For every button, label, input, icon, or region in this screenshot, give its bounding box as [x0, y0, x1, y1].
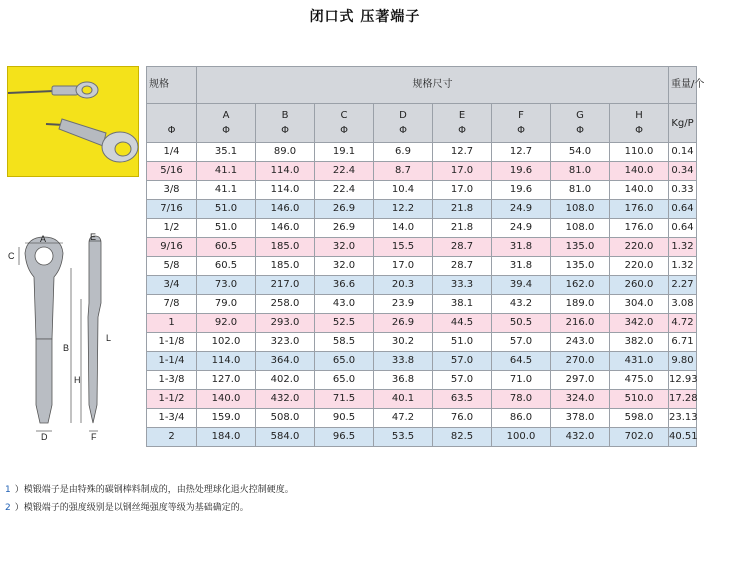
dimension-cell: 43.0 [315, 295, 374, 314]
weight-cell: 0.34 [669, 162, 697, 181]
dimension-cell: 216.0 [551, 314, 610, 333]
dimension-cell: 81.0 [551, 162, 610, 181]
weight-cell: 3.08 [669, 295, 697, 314]
terminal-small-image [8, 82, 98, 98]
dimension-cell: 41.1 [197, 162, 256, 181]
dimension-cell: 108.0 [551, 219, 610, 238]
dimension-cell: 378.0 [551, 409, 610, 428]
dimension-cell: 32.0 [315, 238, 374, 257]
note-number: 1 [5, 485, 11, 495]
spec-cell: 1-1/4 [147, 352, 197, 371]
spec-cell: 1-3/4 [147, 409, 197, 428]
dimension-cell: 44.5 [433, 314, 492, 333]
dimension-cell: 102.0 [197, 333, 256, 352]
table-row [147, 371, 697, 390]
spec-cell: 1-3/8 [147, 371, 197, 390]
weight-cell: 40.51 [669, 428, 697, 447]
dimension-cell: 22.4 [315, 162, 374, 181]
dimension-cell: 36.6 [315, 276, 374, 295]
dimension-cell: 39.4 [492, 276, 551, 295]
spec-cell: 2 [147, 428, 197, 447]
dimension-cell: 76.0 [433, 409, 492, 428]
spec-cell: 1/4 [147, 143, 197, 162]
spec-cell: 3/4 [147, 276, 197, 295]
dimension-cell: 114.0 [256, 162, 315, 181]
table-subheader-row [147, 104, 697, 143]
spec-cell: 9/16 [147, 238, 197, 257]
note-item [5, 483, 294, 501]
dimension-cell: 52.5 [315, 314, 374, 333]
label-e: E [90, 232, 97, 242]
dimension-cell: 162.0 [551, 276, 610, 295]
table-row [147, 409, 697, 428]
dimension-drawing [5, 233, 145, 448]
dimension-cell: 189.0 [551, 295, 610, 314]
dimension-cell: 10.4 [374, 181, 433, 200]
dimension-cell: 176.0 [610, 219, 669, 238]
dimension-cell: 36.8 [374, 371, 433, 390]
table-row [147, 219, 697, 238]
dimension-cell: 21.8 [433, 219, 492, 238]
label-c: C [8, 251, 15, 261]
dim-header-a: A Φ [197, 104, 256, 143]
dimension-cell: 28.7 [433, 238, 492, 257]
spec-cell: 1-1/2 [147, 390, 197, 409]
weight-cell: 0.14 [669, 143, 697, 162]
dimension-cell: 510.0 [610, 390, 669, 409]
dimension-cell: 304.0 [610, 295, 669, 314]
dimension-cell: 297.0 [551, 371, 610, 390]
dimension-cell: 31.8 [492, 238, 551, 257]
dimension-cell: 146.0 [256, 219, 315, 238]
dimension-cell: 43.2 [492, 295, 551, 314]
dimension-cell: 54.0 [551, 143, 610, 162]
weight-unit: Kg/P [669, 104, 697, 143]
table-row [147, 314, 697, 333]
dimension-cell: 96.5 [315, 428, 374, 447]
dimension-cell: 324.0 [551, 390, 610, 409]
dimension-cell: 12.7 [492, 143, 551, 162]
spec-cell: 1 [147, 314, 197, 333]
dimension-cell: 51.0 [197, 200, 256, 219]
table-header-row [147, 67, 697, 104]
dim-header-g: G Φ [551, 104, 610, 143]
dimension-cell: 89.0 [256, 143, 315, 162]
dimension-cell: 53.5 [374, 428, 433, 447]
dimension-cell: 60.5 [197, 257, 256, 276]
note-text: ）模锻端子是由特殊的碳钢棒料制成的，由热处理球化退火控制硬度。 [14, 485, 294, 495]
dimension-cell: 71.0 [492, 371, 551, 390]
spec-header: 规格 [147, 67, 197, 104]
weight-cell: 17.28 [669, 390, 697, 409]
notes [5, 483, 294, 519]
dim-header-c: C Φ [315, 104, 374, 143]
spec-cell: 5/16 [147, 162, 197, 181]
dimension-cell: 185.0 [256, 257, 315, 276]
dimension-cell: 140.0 [610, 162, 669, 181]
table-row [147, 162, 697, 181]
dimension-cell: 342.0 [610, 314, 669, 333]
weight-cell: 1.32 [669, 238, 697, 257]
terminal-large-image [46, 119, 138, 162]
dimension-cell: 110.0 [610, 143, 669, 162]
weight-cell: 2.27 [669, 276, 697, 295]
label-l: L [106, 333, 112, 343]
dimension-cell: 17.0 [374, 257, 433, 276]
weight-cell: 12.93 [669, 371, 697, 390]
phi-label: Φ [147, 104, 197, 143]
dimension-cell: 57.0 [492, 333, 551, 352]
dimension-cell: 30.2 [374, 333, 433, 352]
dimension-cell: 19.6 [492, 181, 551, 200]
dimension-cell: 90.5 [315, 409, 374, 428]
weight-header: 重量/个 [669, 67, 697, 104]
dimension-cell: 71.5 [315, 390, 374, 409]
table-row [147, 390, 697, 409]
dimension-cell: 220.0 [610, 238, 669, 257]
dimension-cell: 140.0 [610, 181, 669, 200]
dimension-cell: 323.0 [256, 333, 315, 352]
dimension-cell: 14.0 [374, 219, 433, 238]
dimension-cell: 6.9 [374, 143, 433, 162]
dimension-cell: 431.0 [610, 352, 669, 371]
dimension-cell: 100.0 [492, 428, 551, 447]
dimension-cell: 108.0 [551, 200, 610, 219]
dimension-cell: 432.0 [256, 390, 315, 409]
dimension-cell: 135.0 [551, 257, 610, 276]
weight-cell: 0.64 [669, 219, 697, 238]
dimension-cell: 402.0 [256, 371, 315, 390]
dimension-cell: 159.0 [197, 409, 256, 428]
dimension-cell: 184.0 [197, 428, 256, 447]
dimension-cell: 127.0 [197, 371, 256, 390]
dimension-cell: 23.9 [374, 295, 433, 314]
dimension-cell: 270.0 [551, 352, 610, 371]
table-row [147, 143, 697, 162]
spec-cell: 7/8 [147, 295, 197, 314]
weight-cell: 6.71 [669, 333, 697, 352]
label-h: H [74, 375, 81, 385]
dimension-cell: 12.7 [433, 143, 492, 162]
label-b: B [63, 343, 70, 353]
table-row [147, 276, 697, 295]
dimension-cell: 41.1 [197, 181, 256, 200]
dimension-cell: 51.0 [433, 333, 492, 352]
dimension-cell: 114.0 [197, 352, 256, 371]
dimension-cell: 33.8 [374, 352, 433, 371]
table-row [147, 257, 697, 276]
product-photo [7, 66, 139, 177]
note-number: 2 [5, 503, 11, 513]
dimension-cell: 135.0 [551, 238, 610, 257]
dimension-cell: 50.5 [492, 314, 551, 333]
dimension-cell: 22.4 [315, 181, 374, 200]
dimension-cell: 57.0 [433, 352, 492, 371]
page-title: 闭口式 压著端子 [309, 9, 421, 25]
dimension-cell: 35.1 [197, 143, 256, 162]
dimension-cell: 258.0 [256, 295, 315, 314]
spec-cell: 7/16 [147, 200, 197, 219]
dimension-cell: 382.0 [610, 333, 669, 352]
dimension-cell: 73.0 [197, 276, 256, 295]
table-row [147, 181, 697, 200]
spec-cell: 3/8 [147, 181, 197, 200]
dimension-cell: 57.0 [433, 371, 492, 390]
table-row [147, 428, 697, 447]
dimension-cell: 26.9 [315, 200, 374, 219]
note-text: ）模锻端子的强度级别是以钢丝绳强度等级为基础确定的。 [14, 503, 249, 513]
dimension-cell: 32.0 [315, 257, 374, 276]
table-row [147, 200, 697, 219]
dimension-cell: 217.0 [256, 276, 315, 295]
dimension-cell: 508.0 [256, 409, 315, 428]
dimension-cell: 293.0 [256, 314, 315, 333]
note-item [5, 501, 294, 519]
dimension-cell: 31.8 [492, 257, 551, 276]
dimension-cell: 65.0 [315, 352, 374, 371]
dimension-cell: 432.0 [551, 428, 610, 447]
dimension-cell: 17.0 [433, 181, 492, 200]
dimension-cell: 26.9 [315, 219, 374, 238]
dimension-cell: 12.2 [374, 200, 433, 219]
dimension-cell: 17.0 [433, 162, 492, 181]
table-row [147, 238, 697, 257]
weight-cell: 0.64 [669, 200, 697, 219]
dimension-cell: 19.1 [315, 143, 374, 162]
weight-cell: 0.33 [669, 181, 697, 200]
dimension-cell: 47.2 [374, 409, 433, 428]
dimension-cell: 364.0 [256, 352, 315, 371]
dim-header-h: H Φ [610, 104, 669, 143]
dimension-cell: 33.3 [433, 276, 492, 295]
spec-cell: 1/2 [147, 219, 197, 238]
spec-cell: 5/8 [147, 257, 197, 276]
label-a: A [40, 234, 47, 244]
dimension-cell: 584.0 [256, 428, 315, 447]
dimension-cell: 21.8 [433, 200, 492, 219]
dim-header-b: B Φ [256, 104, 315, 143]
dim-header-d: D Φ [374, 104, 433, 143]
dimension-cell: 146.0 [256, 200, 315, 219]
dimension-cell: 15.5 [374, 238, 433, 257]
dimension-cell: 65.0 [315, 371, 374, 390]
dimension-cell: 86.0 [492, 409, 551, 428]
weight-cell: 9.80 [669, 352, 697, 371]
dimension-cell: 92.0 [197, 314, 256, 333]
dimension-cell: 8.7 [374, 162, 433, 181]
dimension-cell: 220.0 [610, 257, 669, 276]
dimension-cell: 79.0 [197, 295, 256, 314]
dimension-cell: 81.0 [551, 181, 610, 200]
dimension-cell: 82.5 [433, 428, 492, 447]
dimension-cell: 26.9 [374, 314, 433, 333]
spec-cell: 1-1/8 [147, 333, 197, 352]
weight-cell: 1.32 [669, 257, 697, 276]
dimension-cell: 114.0 [256, 181, 315, 200]
table-row [147, 333, 697, 352]
dimension-cell: 243.0 [551, 333, 610, 352]
weight-cell: 23.13 [669, 409, 697, 428]
dimension-cell: 185.0 [256, 238, 315, 257]
dimension-cell: 20.3 [374, 276, 433, 295]
dimension-cell: 63.5 [433, 390, 492, 409]
table-row [147, 352, 697, 371]
size-header: 规格尺寸 [197, 67, 669, 104]
dimension-cell: 260.0 [610, 276, 669, 295]
label-f: F [91, 432, 97, 442]
spec-table [146, 66, 705, 447]
dim-header-f: F Φ [492, 104, 551, 143]
dimension-cell: 64.5 [492, 352, 551, 371]
label-d: D [41, 432, 48, 442]
dimension-cell: 28.7 [433, 257, 492, 276]
dimension-cell: 19.6 [492, 162, 551, 181]
dimension-cell: 24.9 [492, 219, 551, 238]
dimension-cell: 24.9 [492, 200, 551, 219]
dimension-cell: 60.5 [197, 238, 256, 257]
dimension-cell: 140.0 [197, 390, 256, 409]
dimension-cell: 78.0 [492, 390, 551, 409]
dimension-cell: 598.0 [610, 409, 669, 428]
dim-header-e: E Φ [433, 104, 492, 143]
dimension-cell: 38.1 [433, 295, 492, 314]
dimension-cell: 40.1 [374, 390, 433, 409]
dimension-cell: 475.0 [610, 371, 669, 390]
dimension-cell: 51.0 [197, 219, 256, 238]
dimension-cell: 702.0 [610, 428, 669, 447]
table-row [147, 295, 697, 314]
dimension-cell: 58.5 [315, 333, 374, 352]
dimension-cell: 176.0 [610, 200, 669, 219]
weight-cell: 4.72 [669, 314, 697, 333]
